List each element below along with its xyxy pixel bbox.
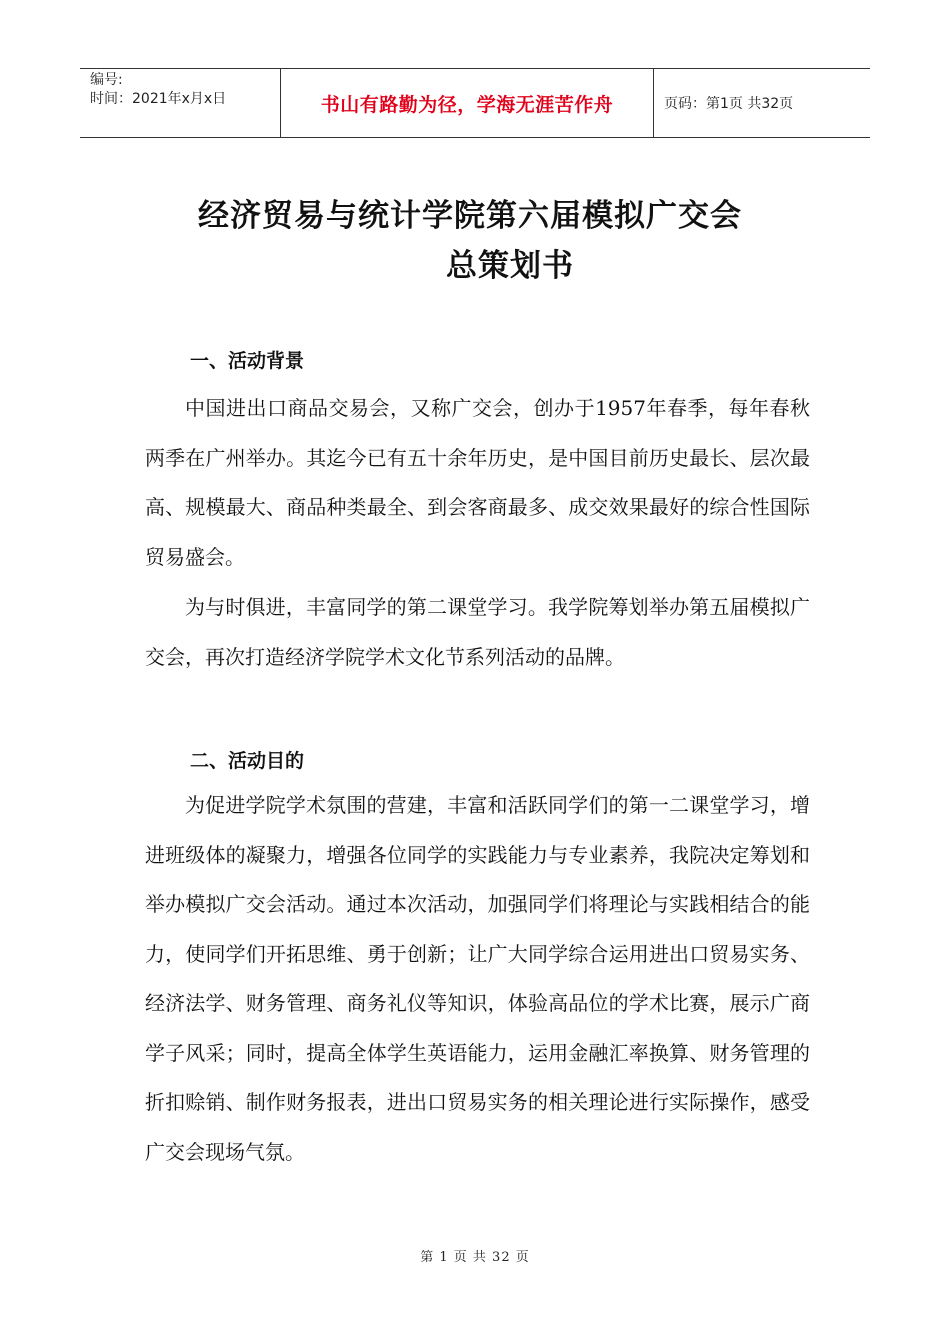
header-meta xyxy=(80,69,281,137)
section-heading-purpose: 二、活动目的 xyxy=(190,750,305,772)
section-heading-background: 一、活动背景 xyxy=(190,350,305,372)
page-footer: 第 1 页 共 32 页 xyxy=(420,1250,530,1265)
paragraph: 中国进出口商品交易会，又称广交会，创办于1957年春季，每年春秋两季在广州举办。其迄今已有五十余年历史，是中国目前历史最长、层次最高、规模最大、商品种类最全、到会客商最多、成交效果最好的综合性国际贸易盛会。 xyxy=(145,396,810,569)
document-title-line1: 经济贸易与统计学院第六届模拟广交会 xyxy=(198,198,742,234)
header-motto: 书山有路勤为径，学海无涯苦作舟 xyxy=(281,69,654,137)
page-header xyxy=(80,68,870,138)
header-page-info: 页码：第1页 共32页 xyxy=(664,96,794,112)
paragraph: 为促进学院学术氛围的营建，丰富和活跃同学们的第一二课堂学习，增进班级体的凝聚力，增强各位同学的实践能力与专业素养，我院决定筹划和举办模拟广交会活动。通过本次活动，加强同学们将理论与实践相结合的能力，使同学们开拓思维、勇于创新；让广大同学综合运用进出口贸易实务、经济法学、财务管理、商务礼仪等知识，体验高品位的学术比赛，展示广商学子风采；同时，提高全体学生英语能力，运用金融汇率换算、财务管理的折扣赊销、制作财务报表，进出口贸易实务的相关理论进行实际操作，感受广交会现场气氛。 xyxy=(145,793,810,1164)
document-title-line2: 总策划书 xyxy=(446,248,574,284)
paragraph: 为与时俱进，丰富同学的第二课堂学习。我学院筹划举办第五届模拟广交会，再次打造经济学院学术文化节系列活动的品牌。 xyxy=(145,595,810,669)
code-label: 编号: xyxy=(90,72,123,88)
date-label: 时间：2021年x月x日 xyxy=(90,91,227,107)
